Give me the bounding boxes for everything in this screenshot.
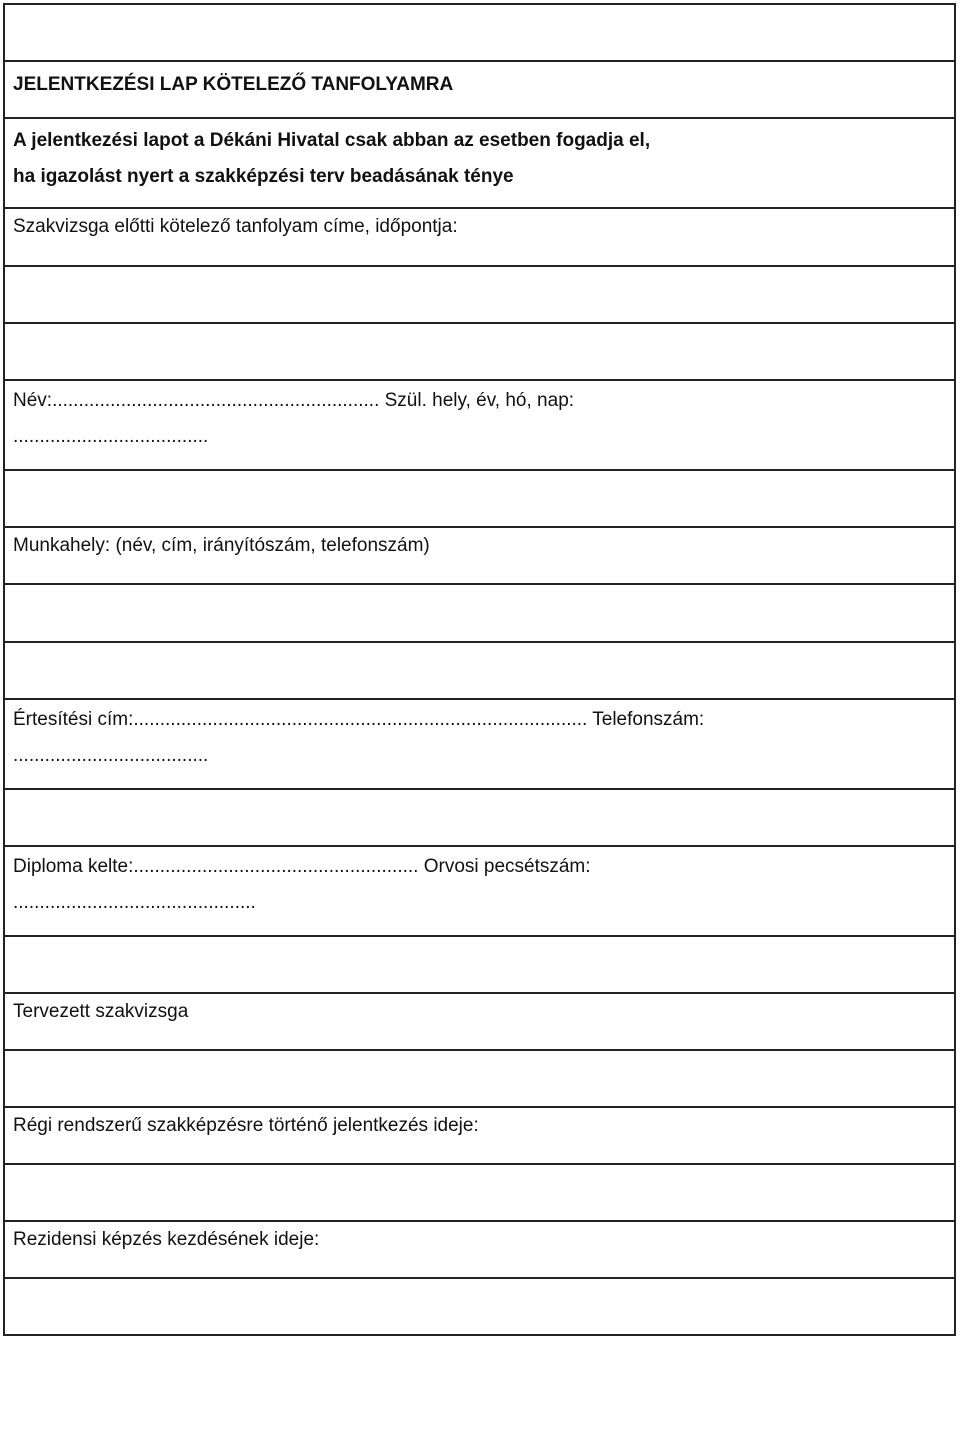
planned-exam-input-row[interactable] bbox=[5, 1051, 954, 1108]
name-birth-row[interactable] bbox=[5, 381, 954, 471]
notice-line-2: ha igazolást nyert a szakképzési terv beadásának ténye bbox=[13, 166, 514, 187]
notice-row bbox=[5, 119, 954, 209]
contact-label: Értesítési cím:...................................................................................... Telefonszám: bbox=[13, 709, 705, 730]
diploma-dots: .............................................. bbox=[13, 892, 256, 913]
diploma-row[interactable] bbox=[5, 847, 954, 937]
resident-input-row[interactable] bbox=[5, 1279, 954, 1336]
workplace-input-row-1[interactable] bbox=[5, 585, 954, 643]
blank-row[interactable] bbox=[5, 790, 954, 847]
course-input-row-2[interactable] bbox=[5, 324, 954, 381]
resident-row bbox=[5, 1222, 954, 1279]
form-title: JELENTKEZÉSI LAP KÖTELEZŐ TANFOLYAMRA bbox=[13, 74, 454, 95]
course-input-row-1[interactable] bbox=[5, 267, 954, 324]
header-blank-row bbox=[5, 5, 954, 62]
old-system-label: Régi rendszerű szakképzésre történő jelentkezés ideje: bbox=[13, 1115, 479, 1136]
old-system-row bbox=[5, 1108, 954, 1165]
course-label-row bbox=[5, 209, 954, 267]
name-birth-label: Név:.............................................................. Szül. hely, év, hó, nap: bbox=[13, 390, 575, 411]
planned-exam-label: Tervezett szakvizsga bbox=[13, 1001, 189, 1022]
contact-dots: ..................................... bbox=[13, 745, 209, 766]
planned-exam-row bbox=[5, 994, 954, 1051]
notice-line-1: A jelentkezési lapot a Dékáni Hivatal csak abban az esetben fogadja el, bbox=[13, 130, 651, 151]
resident-label: Rezidensi képzés kezdésének ideje: bbox=[13, 1229, 320, 1250]
blank-row[interactable] bbox=[5, 937, 954, 994]
blank-row[interactable] bbox=[5, 471, 954, 528]
name-birth-dots: ..................................... bbox=[13, 426, 209, 447]
registration-form bbox=[3, 3, 956, 1336]
diploma-label: Diploma kelte:...................................................... Orvosi pecsétszám: bbox=[13, 856, 591, 877]
old-system-input-row[interactable] bbox=[5, 1165, 954, 1222]
contact-row[interactable] bbox=[5, 700, 954, 790]
workplace-input-row-2[interactable] bbox=[5, 643, 954, 700]
form-title-row bbox=[5, 62, 954, 119]
workplace-label-row bbox=[5, 528, 954, 585]
workplace-label: Munkahely: (név, cím, irányítószám, telefonszám) bbox=[13, 535, 430, 556]
course-label: Szakvizsga előtti kötelező tanfolyam címe, időpontja: bbox=[13, 216, 458, 237]
